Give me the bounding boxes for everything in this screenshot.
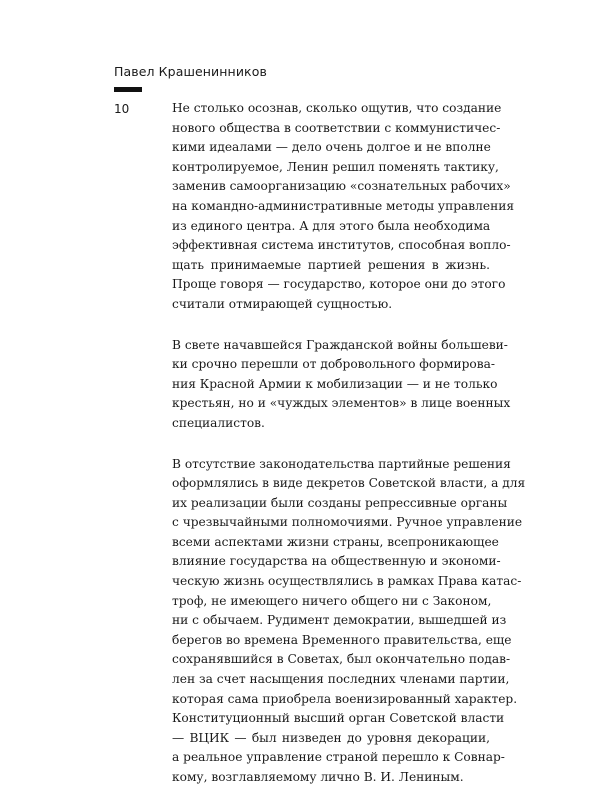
text-line: которая сама приобрела военизированный характер.	[172, 691, 518, 706]
text-line: всеми аспектами жизни страны, всепроникающее	[172, 534, 499, 549]
text-line: крестьян, но и «чуждых элементов» в лице военных	[172, 396, 511, 411]
page-number: 10	[114, 102, 130, 116]
text-line: кими идеалами — дело очень долгое и не вполне	[172, 140, 491, 155]
text-line: ки срочно перешли от добровольного формирова-	[172, 357, 495, 372]
text-line: берегов во времена Временного правительства, еще	[172, 632, 512, 647]
text-line: — ВЦИК — был низведен до уровня декорации,	[172, 730, 490, 745]
text-line: влияние государства на общественную и экономи-	[172, 554, 501, 569]
text-line: а реальное управление страной перешло к Совнар-	[172, 750, 505, 765]
text-line: лен за счет насыщения последних членами партии,	[172, 672, 510, 687]
paragraph-2	[172, 336, 511, 434]
text-line: оформлялись в виде декретов Советской власти, а для	[172, 476, 526, 491]
text-line: троф, не имеющего ничего общего ни с Законом,	[172, 593, 492, 608]
header-rule	[114, 87, 142, 92]
text-line: считали отмирающей сущностью.	[172, 296, 393, 311]
text-line: ния Красной Армии к мобилизации — и не только	[172, 376, 498, 391]
text-line: ческую жизнь осуществлялись в рамках Права катас-	[172, 574, 522, 589]
text-line: щать принимаемые партией решения в жизнь.	[172, 257, 490, 272]
text-line: контролируемое, Ленин решил поменять тактику,	[172, 159, 499, 174]
text-line: с чрезвычайными полномочиями. Ручное управление	[172, 515, 523, 530]
text-line: Проще говоря — государство, которое они до этого	[172, 277, 506, 292]
text-line: их реализации были созданы репрессивные органы	[172, 495, 508, 510]
text-line: нового общества в соответствии с коммунистичес-	[172, 120, 501, 135]
text-line: Конституционный высший орган Советской власти	[172, 711, 505, 726]
text-line: из единого центра. А для этого была необходима	[172, 218, 491, 233]
body-text	[172, 99, 526, 809]
text-line: кому, возглавляемому лично В. И. Лениным.	[172, 770, 464, 784]
running-head-author: Павел Крашенинников	[114, 64, 267, 79]
text-line: сохранявшийся в Советах, был окончательно подав-	[172, 652, 511, 667]
text-line: специалистов.	[172, 415, 265, 430]
paragraph-1	[172, 99, 515, 315]
text-line: эффективная система институтов, способная вопло-	[172, 238, 511, 253]
text-line: на командно-административные методы управления	[172, 198, 515, 213]
text-line: В свете начавшейся Гражданской войны большеви-	[172, 337, 508, 352]
text-line: Не столько осознав, сколько ощутив, что создание	[172, 101, 502, 115]
paragraph-3	[172, 455, 526, 788]
text-line: ни с обычаем. Рудимент демократии, вышедшей из	[172, 613, 507, 628]
text-line: В отсутствие законодательства партийные решения	[172, 456, 511, 471]
text-line: заменив самоорганизацию «сознательных рабочих»	[172, 179, 511, 194]
